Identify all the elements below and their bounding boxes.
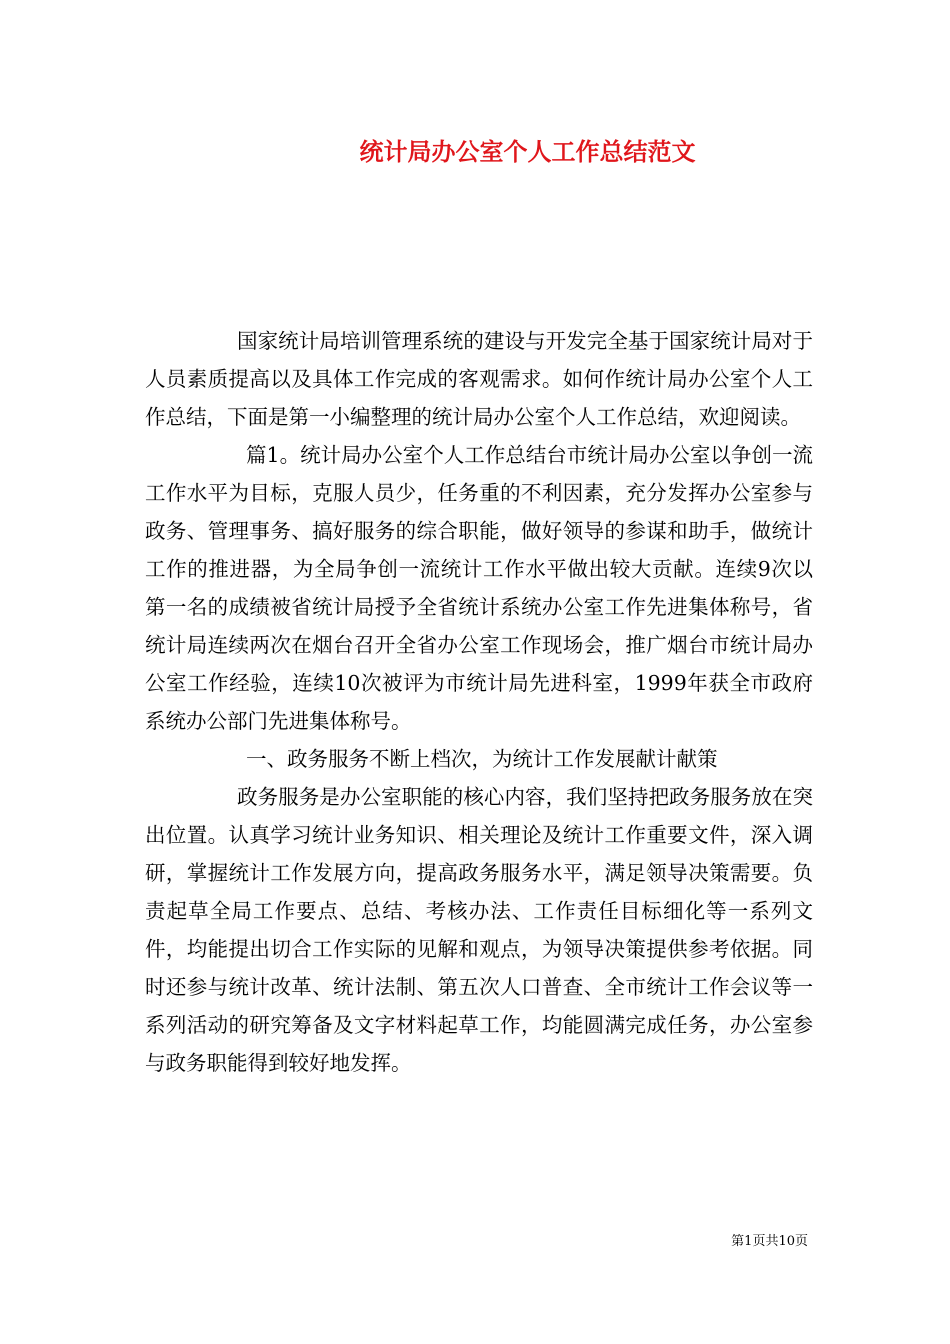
page-title: 统计局办公室个人工作总结范文 [359, 137, 696, 166]
paragraph-section-1: 篇1。统计局办公室个人工作总结台市统计局办公室以争创一流工作水平为目标，克服人员少，任务重的不利因素，充分发挥办公室参与政务、管理事务、搞好服务的综合职能，做好领导的参谋和助手，做统计工作的推进器，为全局争创一流统计工作水平做出较大贡献。连续9次以第一名的成绩被省统计局授予全省统计系统办公室工作先进集体称号，省统计局连续两次在烟台召开全省办公室工作现场会，推广烟台市统计局办公室工作经验，连续10次被评为市统计局先进科室，1999年获全市政府系统办公部门先进集体称号。 [145, 443, 813, 733]
section-heading-1: 一、政务服务不断上档次，为统计工作发展献计献策 [246, 747, 718, 771]
document-body [145, 322, 813, 1082]
paragraph-intro: 国家统计局培训管理系统的建设与开发完全基于国家统计局对于人员素质提高以及具体工作完成的客观需求。如何作统计局办公室个人工作总结，下面是第一小编整理的统计局办公室个人工作总结，欢迎阅读。 [145, 329, 813, 429]
page-number: 第1页共10页 [731, 1234, 808, 1249]
paragraph-political-service: 政务服务是办公室职能的核心内容，我们坚持把政务服务放在突出位置。认真学习统计业务知识、相关理论及统计工作重要文件，深入调研，掌握统计工作发展方向，提高政务服务水平，满足领导决策需要。负责起草全局工作要点、总结、考核办法、工作责任目标细化等一系列文件，均能提出切合工作实际的见解和观点，为领导决策提供参考依据。同时还参与统计改革、统计法制、第五次人口普查、全市统计工作会议等一系列活动的研究筹备及文字材料起草工作，均能圆满完成任务，办公室参与政务职能得到较好地发挥。 [145, 785, 813, 1075]
